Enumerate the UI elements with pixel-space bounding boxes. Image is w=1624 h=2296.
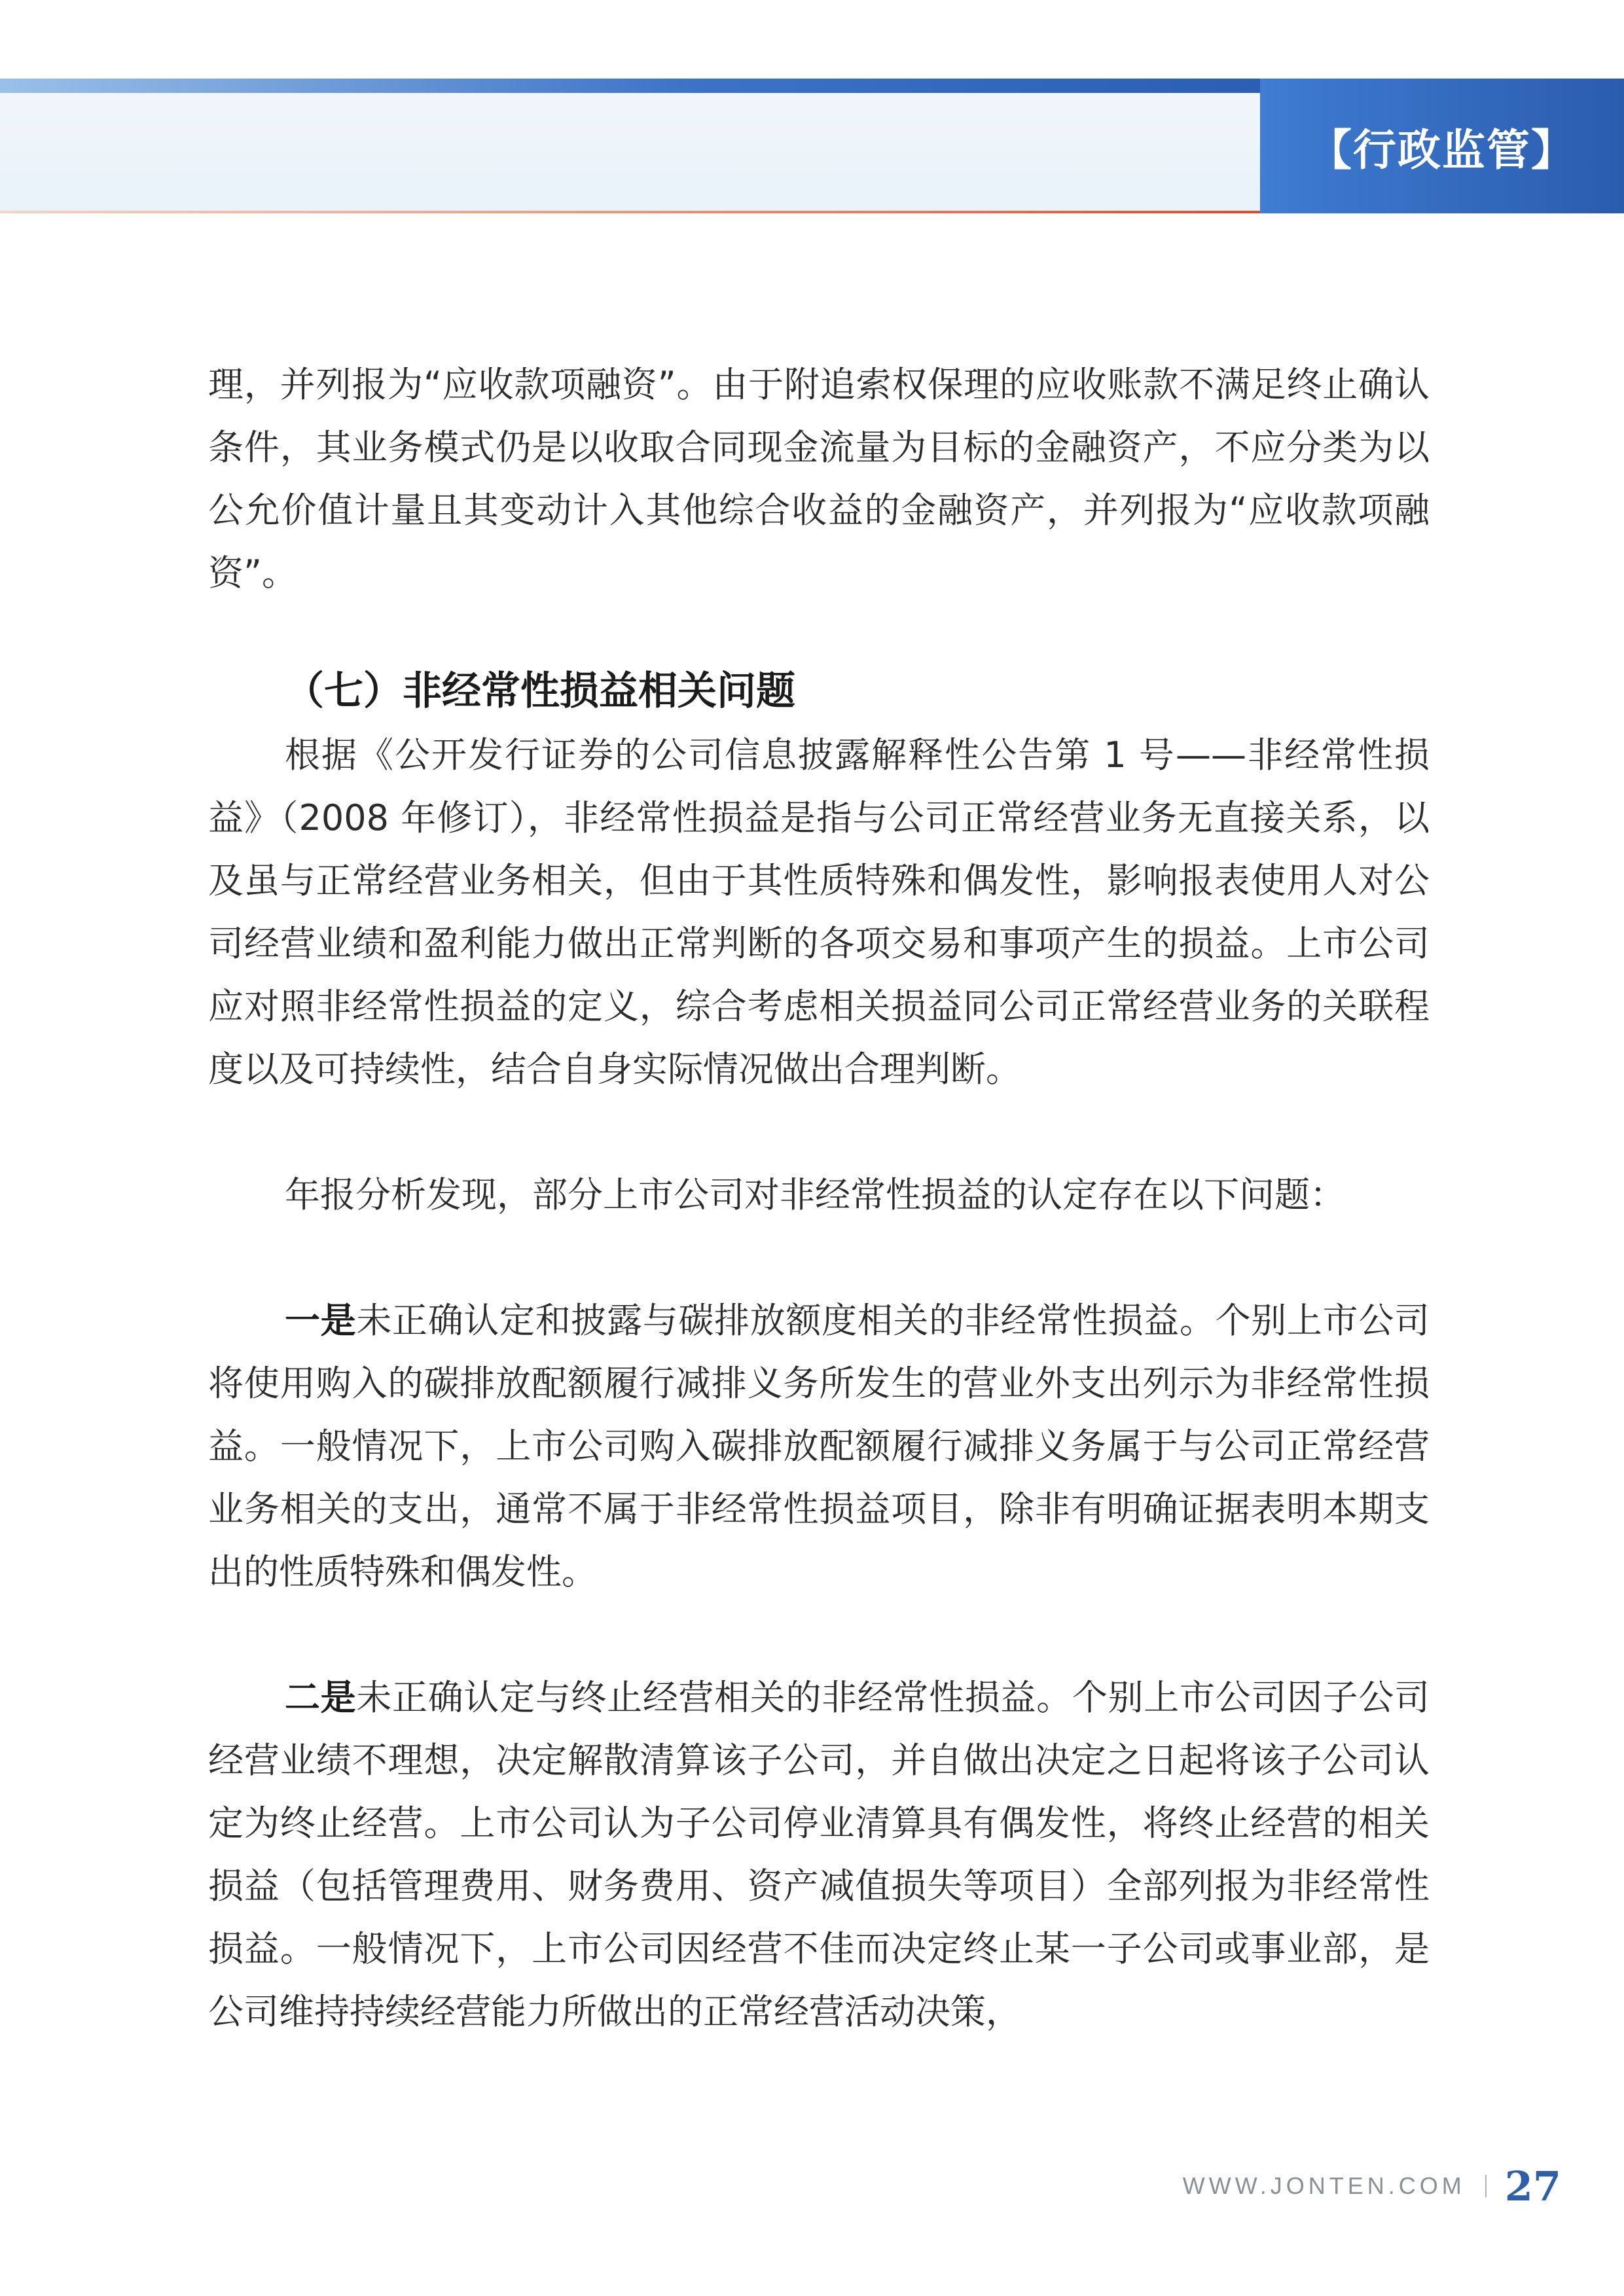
footer-divider xyxy=(1485,2175,1487,2197)
page-number: 27 xyxy=(1504,2162,1561,2210)
paragraph-definition: 根据《公开发行证券的公司信息披露解释性公告第 1 号——非经常性损益》（2008 年修订），非经常性损益是指与公司正常经营业务无直接关系，以及虽与正常经营业务相关，但由于其性质特殊和偶发性，影响报表使用人对公司经营业绩和盈利能力做出正常判断的各项交易和事项产生的损益。上市公司应对照非经常性损益的定义，综合考虑相关损益同公司正常经营业务的关联程度以及可持续性，结合自身实际情况做出合理判断。 xyxy=(208,734,1430,1090)
header-bottom-line xyxy=(0,211,1260,213)
paragraph-findings-intro: 年报分析发现，部分上市公司对非经常性损益的认定存在以下问题： xyxy=(285,1174,1345,1215)
footer-website: WWW.JONTEN.COM xyxy=(1182,2172,1466,2199)
issue-one-text: 未正确认定和披露与碳排放额度相关的非经常性损益。个别上市公司将使用购入的碳排放配额履行减排义务所发生的营业外支出列示为非经常性损益。一般情况下，上市公司购入碳排放配额履行减排义务属于与公司正常经营业务相关的支出，通常不属于非经常性损益项目，除非有明确证据表明本期支出的性质特殊和偶发性。 xyxy=(208,1300,1430,1592)
section-heading: （七）非经常性损益相关问题 xyxy=(285,668,795,714)
page-footer xyxy=(1183,2153,1561,2219)
issue-one-lead: 一是 xyxy=(285,1300,357,1341)
body-content xyxy=(208,353,1430,2043)
issue-two-text: 未正确认定与终止经营相关的非经常性损益。个别上市公司因子公司经营业绩不理想，决定解散清算该子公司，并自做出决定之日起将该子公司认定为终止经营。上市公司认为子公司停业清算具有偶发性，将终止经营的相关损益（包括管理费用、财务费用、资产减值损失等项目）全部列报为非经常性损益。一般情况下，上市公司因经营不佳而决定终止某一子公司或事业部，是公司维持持续经营能力所做出的正常经营活动决策， xyxy=(208,1677,1430,2032)
paragraph-issue-two xyxy=(208,1666,1430,2043)
paragraph-continuation: 理，并列报为“应收款项融资”。由于附追索权保理的应收账款不满足终止确认条件，其业务模式仍是以收取合同现金流量为目标的金融资产，不应分类为以公允价值计量且其变动计入其他综合收益的金融资产，并列报为“应收款项融资”。 xyxy=(208,364,1430,594)
paragraph-issue-one xyxy=(208,1289,1430,1604)
section-label: 【行政监管】 xyxy=(1260,79,1624,213)
header-top-line xyxy=(0,79,1260,93)
issue-two-lead: 二是 xyxy=(285,1677,357,1718)
